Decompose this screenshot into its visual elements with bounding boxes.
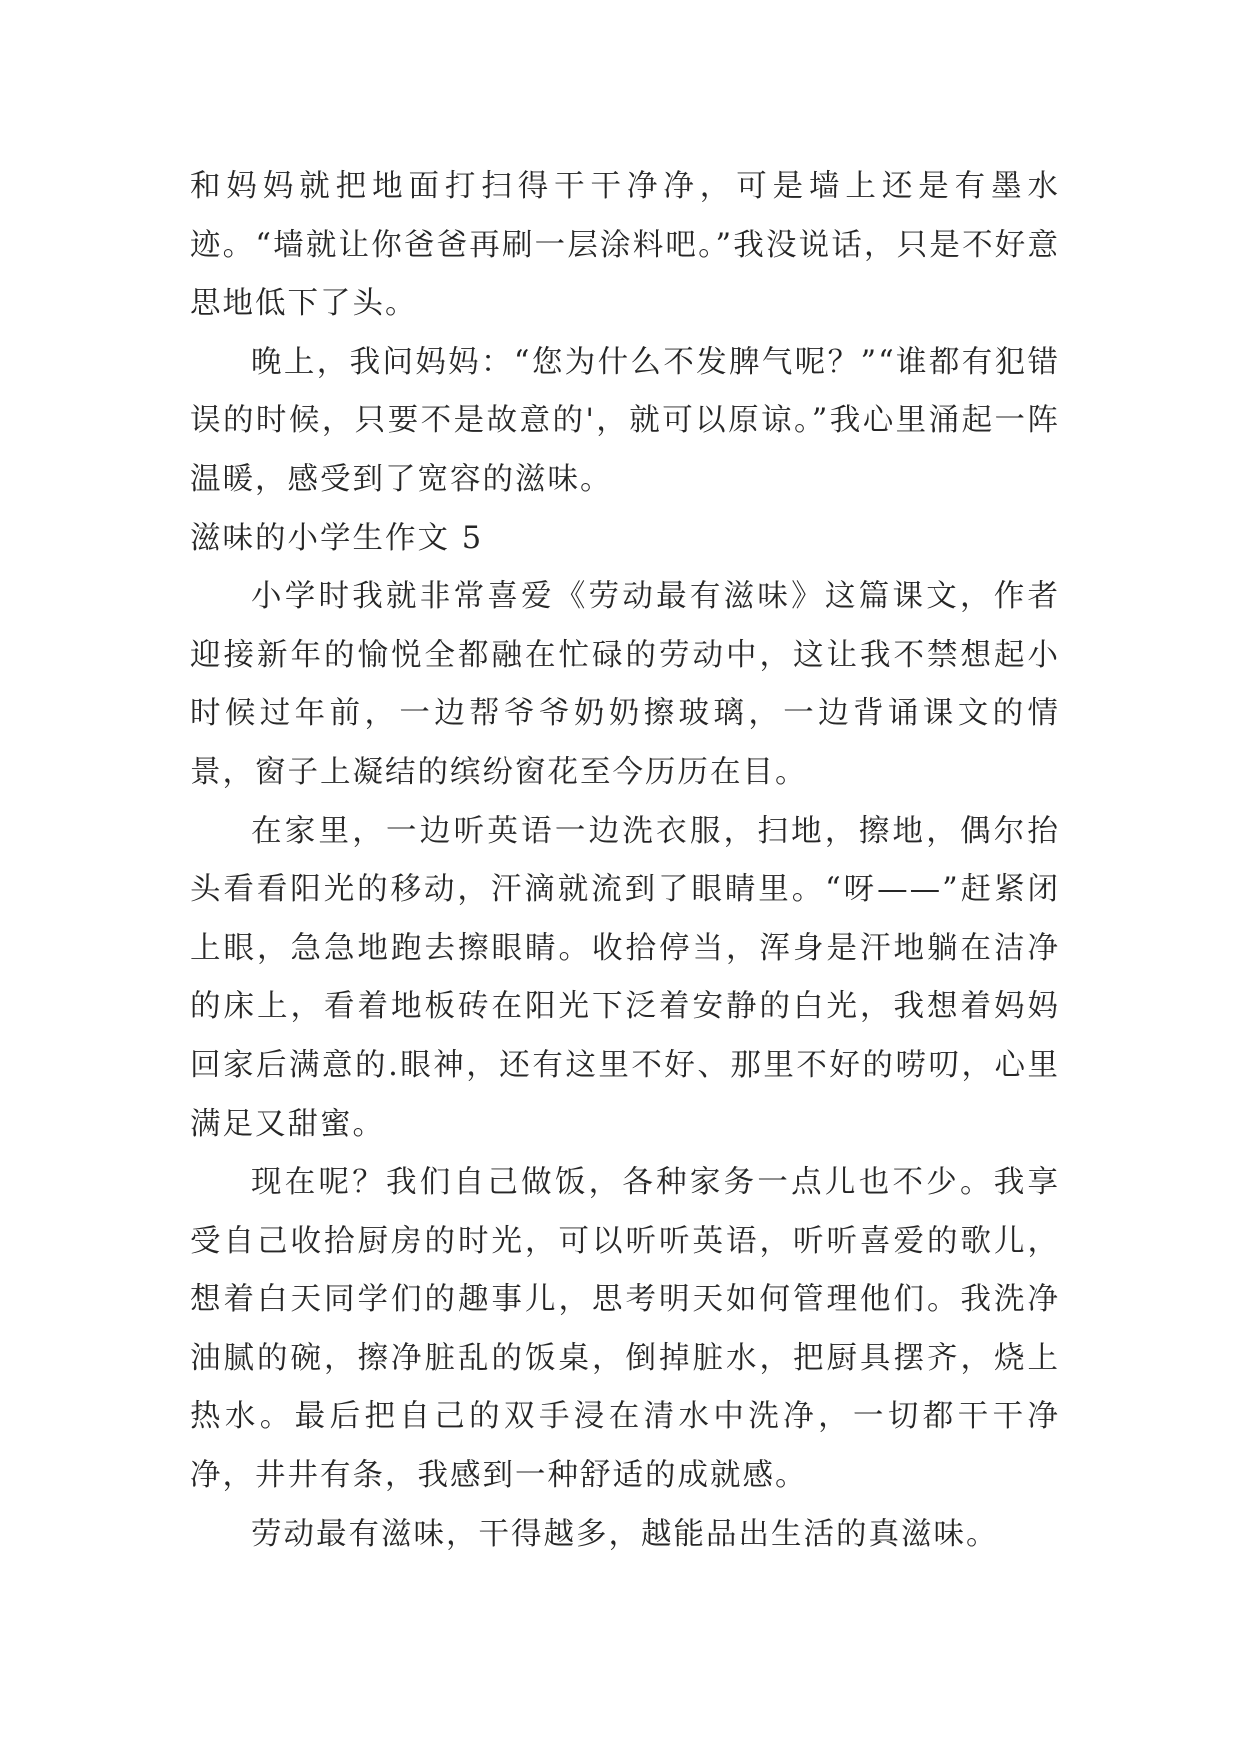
paragraph-conclusion: 劳动最有滋味，干得越多，越能品出生活的真滋味。 (251, 1516, 999, 1552)
paragraph-continuation: 和妈妈就把地面打扫得干干净净，可是墙上还是有墨水迹。“墙就让你爸爸再刷一层涂料吧。”我没说话，只是不好意思地低下了头。 (190, 169, 1060, 322)
paragraph-housework: 在家里，一边听英语一边洗衣服，扫地，擦地，偶尔抬头看看阳光的移动，汗滴就流到了眼睛里。“呀——”赶紧闭上眼，急急地跑去擦眼睛。收拾停当，浑身是汗地躺在洁净的床上，看着地板砖在阳光下泛着安静的白光，我想着妈妈回家后满意的.眼神，还有这里不好、那里不好的唠叨，心里满足又甜蜜。 (190, 813, 1060, 1142)
paragraph-school-memory: 小学时我就非常喜爱《劳动最有滋味》这篇课文，作者迎接新年的愉悦全都融在忙碌的劳动中，这让我不禁想起小时候过年前，一边帮爷爷奶奶擦玻璃，一边背诵课文的情景，窗子上凝结的缤纷窗花至今历历在目。 (190, 579, 1060, 790)
paragraph-evening-dialogue: 晚上，我问妈妈：“您为什么不发脾气呢？”“谁都有犯错误的时候，只要不是故意的'，就可以原谅。”我心里涌起一阵温暖，感受到了宽容的滋味。 (190, 344, 1060, 497)
document-body (190, 158, 1060, 1564)
section-heading: 滋味的小学生作文 5 (190, 520, 484, 556)
paragraph-kitchen: 现在呢？我们自己做饭，各种家务一点儿也不少。我享受自己收拾厨房的时光，可以听听英语，听听喜爱的歌儿，想着白天同学们的趣事儿，思考明天如何管理他们。我洗净油腻的碗，擦净脏乱的饭桌，倒掉脏水，把厨具摆齐，烧上热水。最后把自己的双手浸在清水中洗净，一切都干干净净，井井有条，我感到一种舒适的成就感。 (190, 1165, 1060, 1494)
